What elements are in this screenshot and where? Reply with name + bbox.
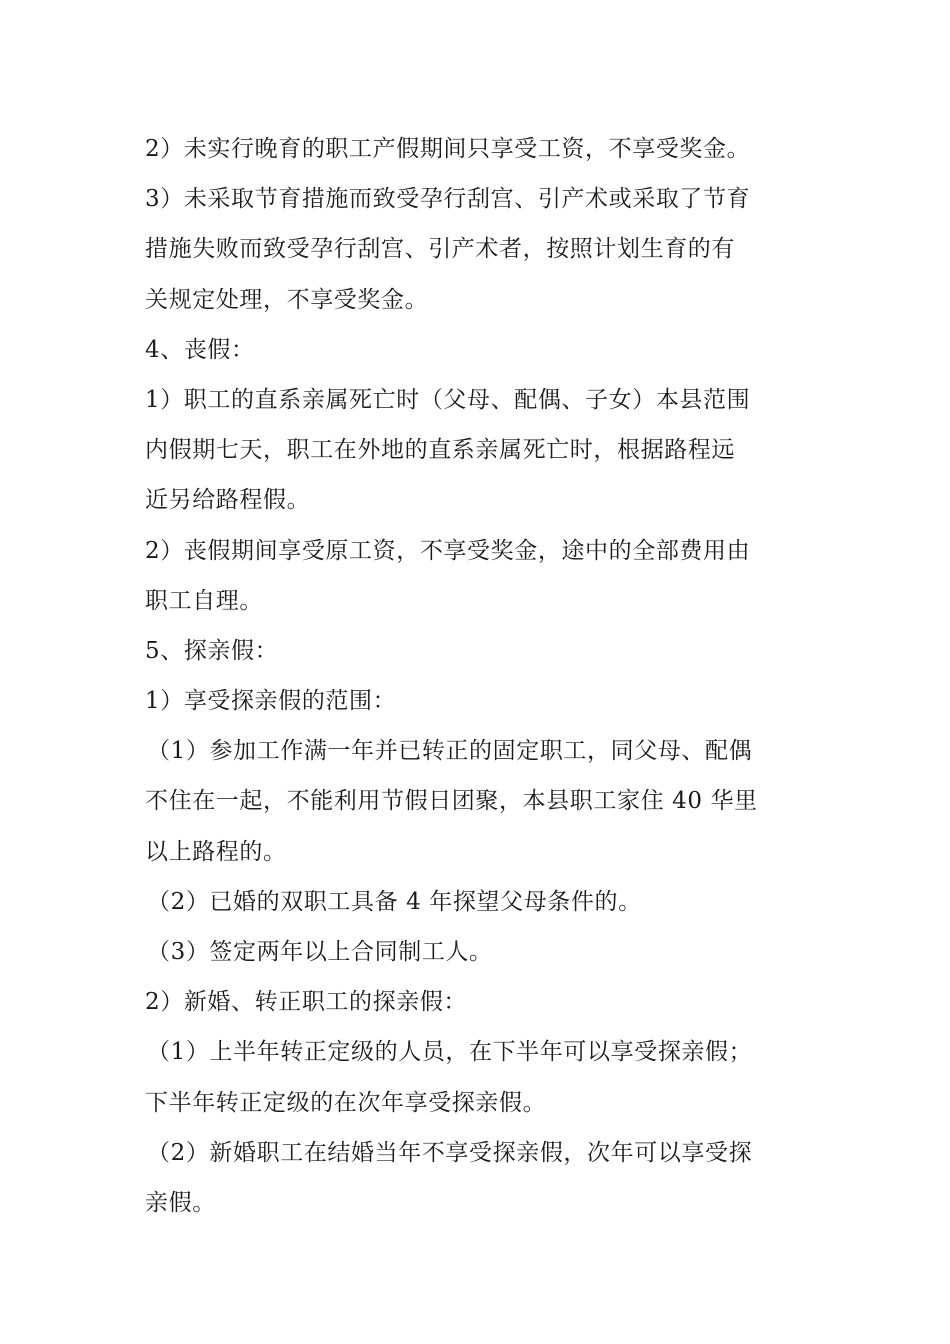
paragraph-line-19: （1）上半年转正定级的人员，在下半年可以享受探亲假； [147,1039,753,1066]
paragraph-line-1: 2）未实行晚育的职工产假期间只享受工资，不享受奖金。 [145,136,751,162]
paragraph-line-15: 以上路程的。 [145,838,287,865]
paragraph-line-14: 不住在一起，不能利用节假日团聚，本县职工家住 40 华里 [145,788,758,815]
subsection-heading-newlywed-leave: 2）新婚、转正职工的探亲假： [145,989,468,1016]
paragraph-line-10: 职工自理。 [145,587,263,614]
paragraph-line-21: （2）新婚职工在结婚当年不享受探亲假，次年可以享受探 [147,1139,753,1166]
subsection-heading-scope: 1）享受探亲假的范围： [145,688,397,715]
paragraph-line-4: 关规定处理，不享受奖金。 [145,286,429,313]
paragraph-line-22: 亲假。 [145,1189,216,1216]
section-heading-bereavement-leave: 4、丧假： [145,336,255,363]
paragraph-line-8: 近另给路程假。 [145,487,311,514]
paragraph-line-20: 下半年转正定级的在次年享受探亲假。 [145,1089,547,1116]
section-heading-family-visit-leave: 5、探亲假： [145,637,279,664]
paragraph-line-13: （1）参加工作满一年并已转正的固定职工，同父母、配偶 [147,738,753,765]
paragraph-line-16: （2）已婚的双职工具备 4 年探望父母条件的。 [147,888,642,915]
paragraph-line-17: （3）签定两年以上合同制工人。 [147,939,493,965]
paragraph-line-6: 1）职工的直系亲属死亡时（父母、配偶、子女）本县范围 [145,386,751,413]
document-body [145,124,805,1228]
paragraph-line-2: 3）未采取节育措施而致受孕行刮宫、引产术或采取了节育 [145,186,751,213]
paragraph-line-3: 措施失败而致受孕行刮宫、引产术者，按照计划生育的有 [145,236,735,263]
paragraph-line-7: 内假期七天，职工在外地的直系亲属死亡时，根据路程远 [145,437,735,464]
paragraph-line-9: 2）丧假期间享受原工资，不享受奖金，途中的全部费用由 [145,537,751,564]
